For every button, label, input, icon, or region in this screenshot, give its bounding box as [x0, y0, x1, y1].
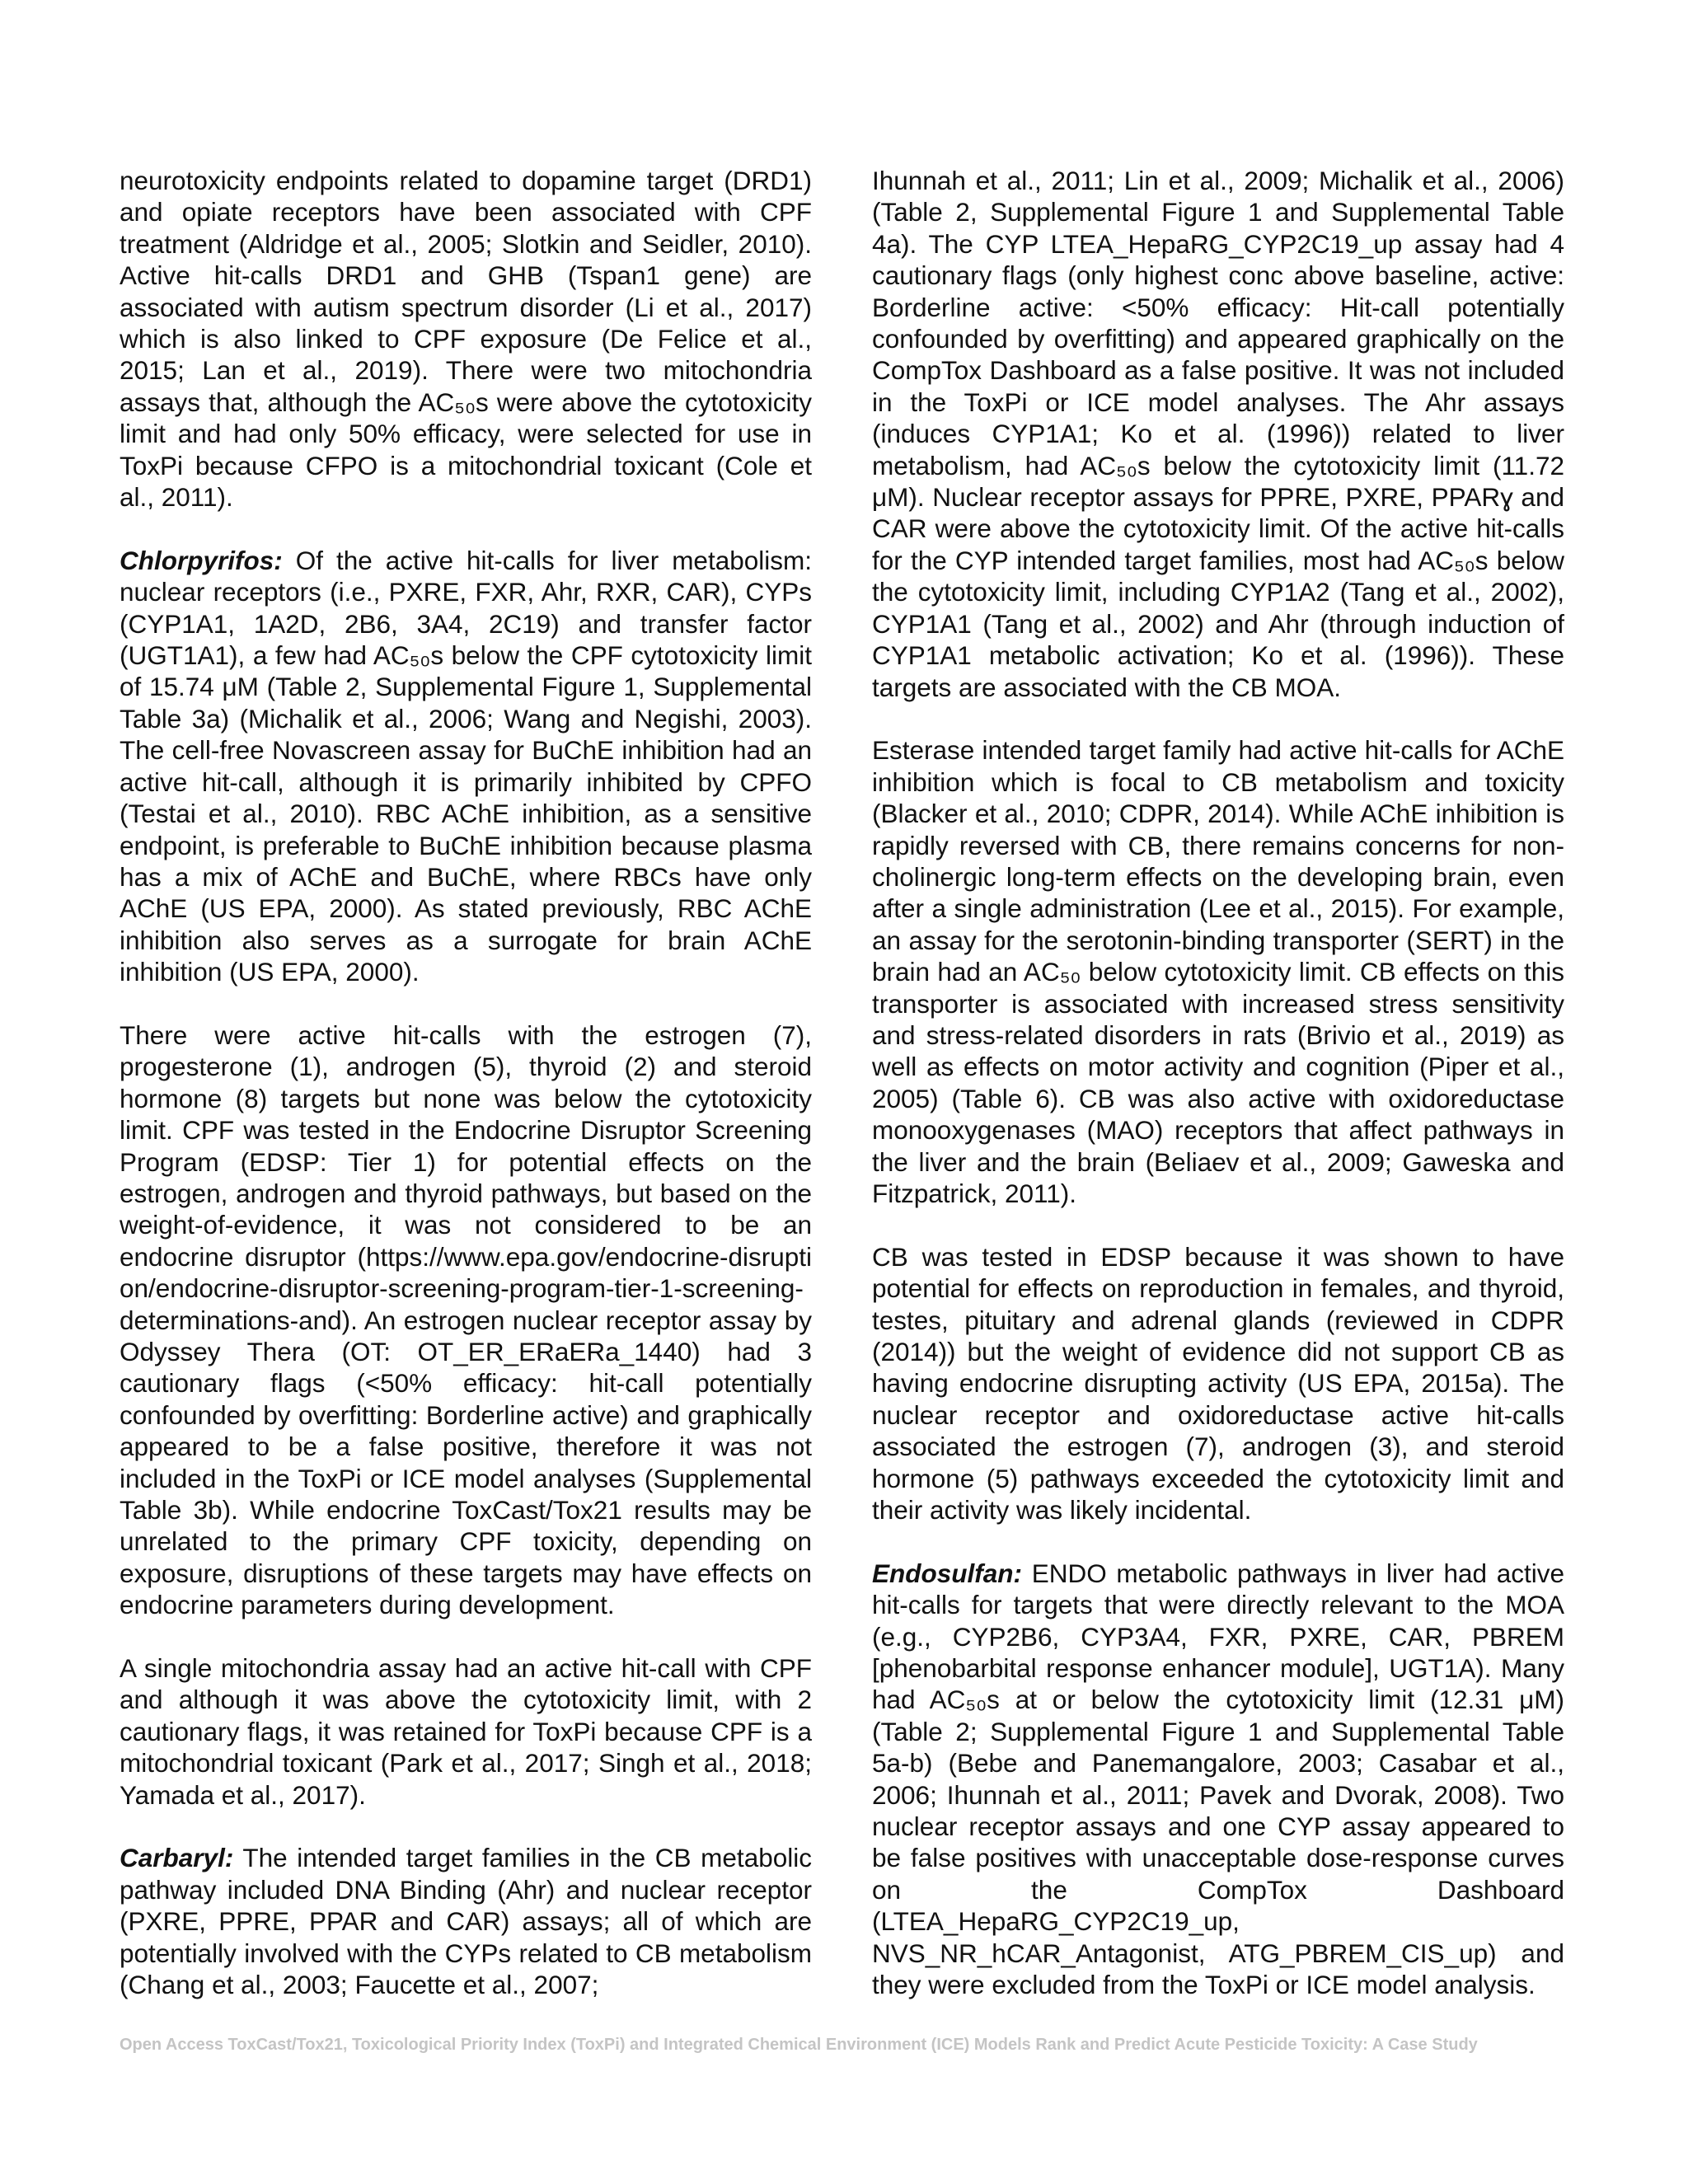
paragraph-carbaryl — [120, 1842, 812, 2000]
paragraph-text: ENDO metabolic pathways in liver had active hit-calls for targets that were directly relevant to the MOA (e.g., CYP2B6, CYP3A4, FXR, PXRE, CAR, PBREM [phenobarbital response enhancer module], UGT1A). Many had AC₅₀s at or below the cytotoxicity limit (12.31 μM) (Table 2; Supplemental Figure 1 and Supplemental Table 5a-b) (Bebe and Panemangalore, 2003; Casabar et al., 2006; Ihunnah et al., 2011; Pavek and Dvorak, 2008). Two nuclear receptor assays and one CYP assay appeared to be false positives with unacceptable dose-response curves on the CompTox Dashboard (LTEA_HepaRG_CYP2C19_up, NVS_NR_hCAR_Antagonist, ATG_PBREM_CIS_up) and they were excluded from the ToxPi or ICE model analysis. — [872, 1558, 1564, 2000]
paragraph-text: An estrogen nuclear receptor assay by Odyssey Thera (OT: OT_ER_ERaERa_1440) had 3 cautionary flags (<50% efficacy: hit-call potentially confounded by overfitting: Borderline active) and graphically appeared to be a false positive, therefore it was not included in the ToxPi or ICE model analyses (Supplemental Table 3b). While endocrine ToxCast/Tox21 results may be unrelated to the primary CPF toxicity, depending on exposure, disruptions of these targets may have effects on endocrine parameters during development. — [120, 1305, 812, 1620]
section-lead-chlorpyrifos: Chlorpyrifos: — [120, 545, 283, 575]
epa-url-link[interactable]: (https://www.epa.gov/endocrine-disruption/endocrine-disruptor-screening-program-tier-1-screening-determinations-and). — [120, 1241, 812, 1335]
right-column — [872, 165, 1564, 2001]
paragraph-endocrine — [120, 1019, 812, 1621]
paragraph-text: There were active hit-calls with the estrogen (7), progesterone (1), androgen (5), thyroid (2) and steroid hormone (8) targets but none was below the cytotoxicity limit. CPF was tested in the Endocrine Disruptor Screening Program (EDSP: Tier 1) for potential effects on the estrogen, androgen and thyroid pathways, but based on the weight-of-evidence, it was not considered to be an endocrine disruptor — [120, 1019, 812, 1272]
section-lead-carbaryl: Carbaryl: — [120, 1843, 234, 1873]
paragraph-carbaryl-continued: Ihunnah et al., 2011; Lin et al., 2009; Michalik et al., 2006) (Table 2, Supplemental Figure 1 and Supplemental Table 4a). The CYP LTEA_HepaRG_CYP2C19_up assay had 4 cautionary flags (only highest conc above baseline, active: Borderline active: <50% efficacy: Hit-call potentially confounded by overfitting) and appeared graphically on the CompTox Dashboard as a false positive. It was not included in the ToxPi or ICE model analyses. The Ahr assays (induces CYP1A1; Ko et al. (1996)) related to liver metabolism, had AC₅₀s below the cytotoxicity limit (11.72 μM). Nuclear receptor assays for PPRE, PXRE, PPARɣ and CAR were above the cytotoxicity limit. Of the active hit-calls for the CYP intended target families, most had AC₅₀s below the cytotoxicity limit, including CYP1A2 (Tang et al., 2002), CYP1A1 (Tang et al., 2002) and Ahr (through induction of CYP1A1 metabolic activation; Ko et al. (1996)). These targets are associated with the CB MOA. — [872, 166, 1564, 702]
paragraph-mitochondria: A single mitochondria assay had an active hit-call with CPF and although it was above the cytotoxicity limit, with 2 cautionary flags, it was retained for ToxPi because CPF is a mitochondrial toxicant (Park et al., 2017; Singh et al., 2018; Yamada et al., 2017). — [120, 1653, 812, 1810]
left-column — [120, 165, 812, 2001]
paragraph-esterase: Esterase intended target family had active hit-calls for AChE inhibition which is focal to CB metabolism and toxicity (Blacker et al., 2010; CDPR, 2014). While AChE inhibition is rapidly reversed with CB, there remains concerns for non-cholinergic long-term effects on the developing brain, even after a single administration (Lee et al., 2015). For example, an assay for the serotonin-binding transporter (SERT) in the brain had an AC₅₀ below cytotoxicity limit. CB effects on this transporter is associated with increased stress sensitivity and stress-related disorders in rats (Brivio et al., 2019) as well as effects on motor activity and cognition (Piper et al., 2005) (Table 6). CB was also active with oxidoreductase monooxygenases (MAO) receptors that affect pathways in the liver and the brain (Beliaev et al., 2009; Gaweska and Fitzpatrick, 2011). — [872, 735, 1564, 1208]
paragraph-endosulfan — [872, 1558, 1564, 2001]
paragraph-text: The intended target families in the CB metabolic pathway included DNA Binding (Ahr) and nuclear receptor (PXRE, PPRE, PPAR and CAR) assays; all of which are potentially involved with the CYPs related to CB metabolism (Chang et al., 2003; Faucette et al., 2007; — [120, 1843, 812, 2000]
paragraph-chlorpyrifos — [120, 545, 812, 988]
paragraph-text: Of the active hit-calls for liver metabolism: nuclear receptors (i.e., PXRE, FXR, Ahr, RXR, CAR), CYPs (CYP1A1, 1A2D, 2B6, 3A4, 2C19) and transfer factor (UGT1A1), a few had AC₅₀s below the CPF cytotoxicity limit of 15.74 μM (Table 2, Supplemental Figure 1, Supplemental Table 3a) (Michalik et al., 2006; Wang and Negishi, 2003). The cell-free Novascreen assay for BuChE inhibition had an active hit-call, although it is primarily inhibited by CPFO (Testai et al., 2010). RBC AChE inhibition, as a sensitive endpoint, is preferable to BuChE inhibition because plasma has a mix of AChE and BuChE, where RBCs have only AChE (US EPA, 2000). As stated previously, RBC AChE inhibition also serves as a surrogate for brain AChE inhibition (US EPA, 2000). — [120, 545, 812, 987]
running-footer: Open Access ToxCast/Tox21, Toxicological Priority Index (ToxPi) and Integrated Chemical Environment (ICE) Models Rank and Predict Acute Pesticide Toxicity: A Case Study — [120, 2036, 1478, 2054]
paragraph-neurotoxicity: neurotoxicity endpoints related to dopamine target (DRD1) and opiate receptors have been associated with CPF treatment (Aldridge et al., 2005; Slotkin and Seidler, 2010). Active hit-calls DRD1 and GHB (Tspan1 gene) are associated with autism spectrum disorder (Li et al., 2017) which is also linked to CPF exposure (De Felice et al., 2015; Lan et al., 2019). There were two mitochondria assays that, although the AC₅₀s were above the cytotoxicity limit and had only 50% efficacy, were selected for use in ToxPi because CFPO is a mitochondrial toxicant (Cole et al., 2011). — [120, 166, 812, 513]
section-lead-endosulfan: Endosulfan: — [872, 1558, 1022, 1588]
paragraph-edsp: CB was tested in EDSP because it was shown to have potential for effects on reproduction in females, and thyroid, testes, pituitary and adrenal glands (reviewed in CDPR (2014)) but the weight of evidence did not support CB as having endocrine disrupting activity (US EPA, 2015a). The nuclear receptor and oxidoreductase active hit-calls associated the estrogen (7), androgen (3), and steroid hormone (5) pathways exceeded the cytotoxicity limit and their activity was likely incidental. — [872, 1241, 1564, 1526]
